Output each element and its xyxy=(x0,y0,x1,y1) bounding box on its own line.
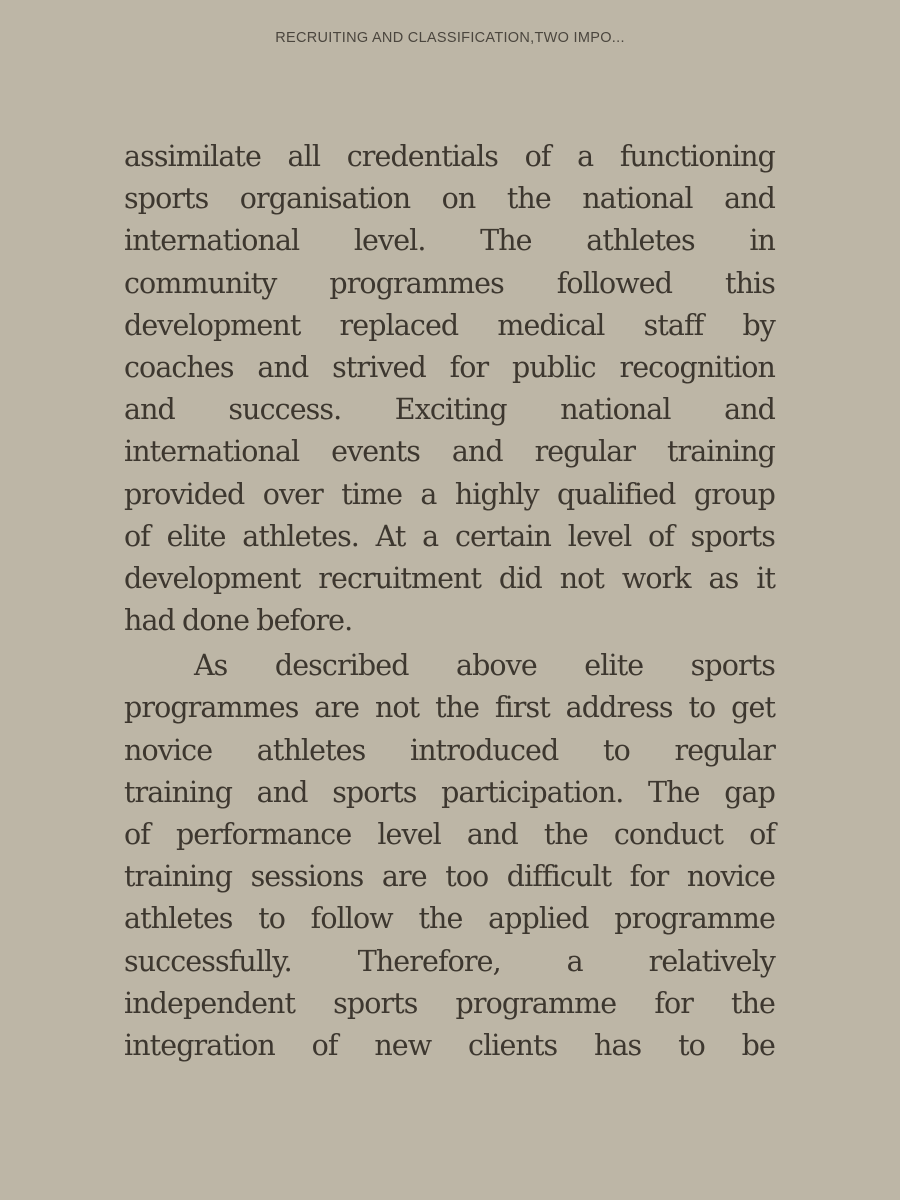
text-line: assimilate all credentials of a functioning xyxy=(124,140,775,173)
text-line: training sessions are too difficult for novice xyxy=(124,860,775,894)
text-line: independent sports programme for the xyxy=(124,986,775,1020)
paragraph xyxy=(124,136,775,642)
text-line: novice athletes introduced to regular xyxy=(124,733,775,767)
text-line: of performance level and the conduct of xyxy=(124,818,775,851)
text-line: community programmes followed this xyxy=(124,266,775,300)
text-line: training and sports participation. The gap xyxy=(124,775,775,809)
text-line: and success. Exciting national and xyxy=(124,393,775,427)
text-line: of elite athletes. At a certain level of sports xyxy=(124,519,775,553)
page-body xyxy=(124,136,775,1067)
text-line: successfully. Therefore, a relatively xyxy=(124,944,775,978)
text-line: international events and regular training xyxy=(124,435,775,469)
text-line: development replaced medical staff by xyxy=(124,308,775,342)
text-line: international level. The athletes in xyxy=(124,224,775,258)
text-line: athletes to follow the applied programme xyxy=(124,902,775,936)
text-line: As described above elite sports xyxy=(194,649,775,683)
text-line: sports organisation on the national and xyxy=(124,182,775,216)
text-line: coaches and strived for public recognition xyxy=(124,350,775,384)
text-line: integration of new clients has to be xyxy=(124,1028,775,1062)
paragraph xyxy=(124,645,775,1067)
text-line: had done before. xyxy=(124,604,353,638)
text-line: development recruitment did not work as it xyxy=(124,561,775,595)
text-line: provided over time a highly qualified group xyxy=(124,477,775,511)
chapter-title: RECRUITING AND CLASSIFICATION,TWO IMPO... xyxy=(275,30,625,46)
text-line: programmes are not the first address to get xyxy=(124,691,775,725)
